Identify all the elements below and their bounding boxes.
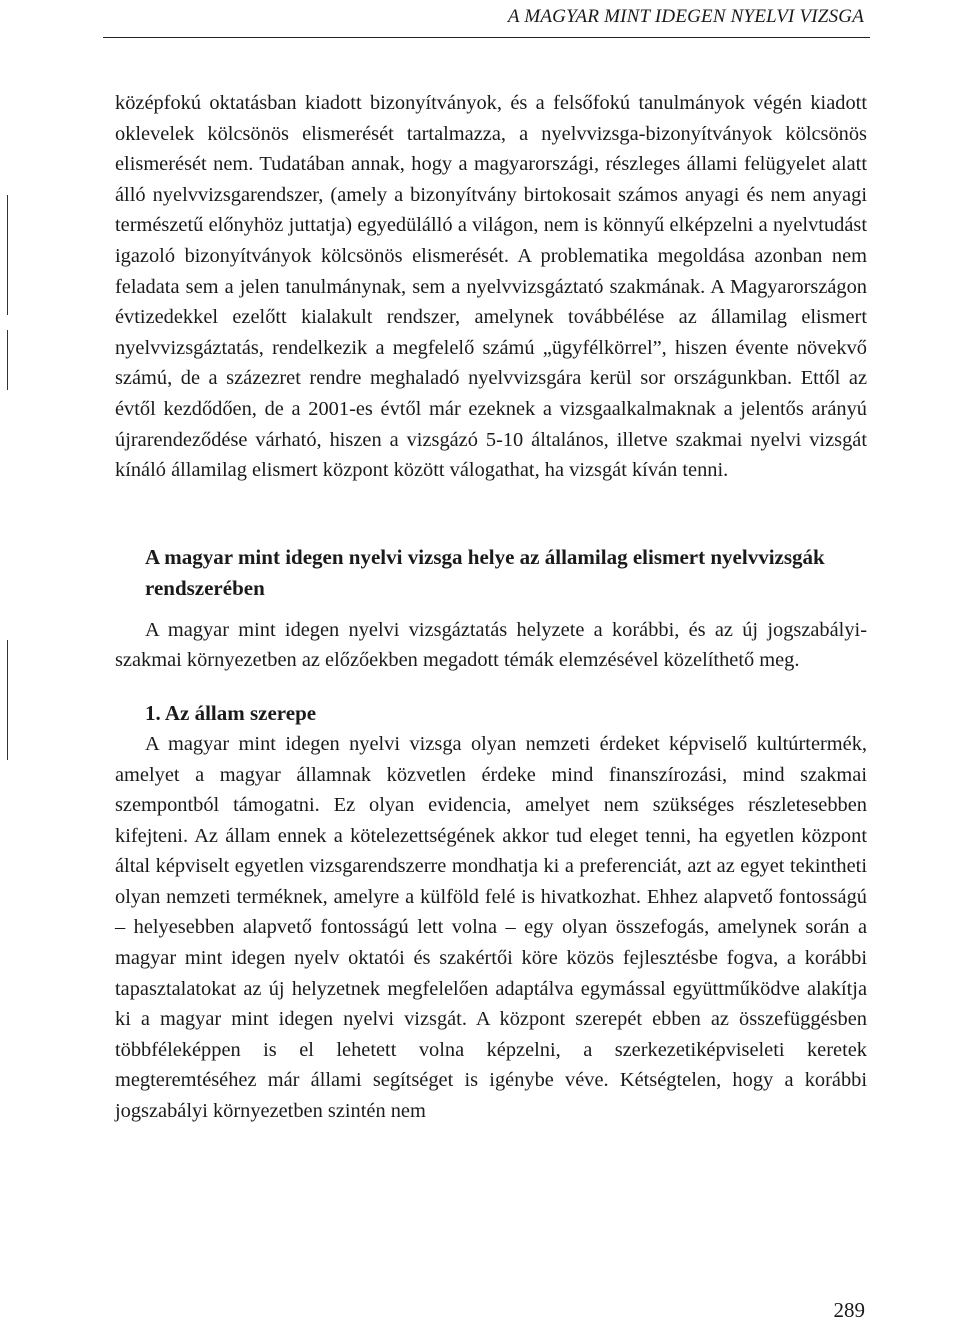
margin-mark: [7, 640, 8, 760]
page-number: 289: [833, 1298, 865, 1322]
body-paragraph: A magyar mint idegen nyelvi vizsgáztatás helyzete a korábbi, és az új jogszabályi-szakmai környezetben az előzőekben megadott témák elemzésével közelíthető meg.: [115, 618, 867, 672]
page-body: [115, 88, 867, 1127]
section-heading: A magyar mint idegen nyelvi vizsga helye az államilag elismert nyelvvizsgák rendszerében: [145, 544, 825, 600]
margin-mark: [7, 330, 8, 390]
header-rule: [103, 37, 870, 38]
running-header: A MAGYAR MINT IDEGEN NYELVI VIZSGA: [507, 6, 864, 27]
body-paragraph: A magyar mint idegen nyelvi vizsga olyan nemzeti érdeket képviselő kultúrtermék, amelyet a magyar államnak közvetlen érdeke mind finanszírozási, mind szakmai szempontból támogatni. Ez olyan evidencia, amelyet nem szükséges részletesebben kifejteni. Az állam ennek a kötelezettségének akkor tud eleget tenni, ha egyetlen központ által képviselt egyetlen vizsgarendszerre mondhatja ki a preferenciát, azt az egyet tekintheti olyan nemzeti terméknek, amelyre a külföld felé is hivatkozhat. Ehhez alapvető fontosságú – helyesebben alapvető fontosságú lett volna – egy olyan összefogás, amelynek során a magyar mint idegen nyelv oktatói és szakértői köre közös fejlesztésbe fogva, a korábbi tapasztalatokat az új helyzetnek megfelelően adaptálva egymással együttműködve alakítja ki a magyar mint idegen nyelvi vizsgát. A központ szerepét ebben az összefüggésben többféleképpen is el lehetett volna képzelni, a szerkezetiképviseleti keretek megteremtéséhez már állami segítséget is igénybe véve. Kétségtelen, hogy a korábbi jogszabályi környezetben szintén nem: [115, 732, 867, 1123]
body-paragraph: középfokú oktatásban kiadott bizonyítványok, és a felsőfokú tanulmányok végén kiadott oklevelek kölcsönös elismerését tartalmazza, a nyelvvizsga-bizonyítványok kölcsönös elismerését nem. Tudatában annak, hogy a magyarországi, részleges állami felügyelet alatt álló nyelvvizsgarendszer, (amely a bizonyítvány birtokosait számos anyagi és nem anyagi természetű előnyhöz juttatja) egyedülálló a világon, nem is könnyű elképzelni a nyelvtudást igazoló bizonyítványok kölcsönös elismerését. A problematika megoldása azonban nem feladata sem a jelen tanulmánynak, sem a nyelvvizsgáztató szakmának. A Magyarországon évtizedekkel ezelőtt kialakult rendszer, amelynek továbbélése az államilag elismert nyelvvizsgáztatás, rendelkezik a megfelelő számú „ügyfélkörrel”, hiszen évente növekvő számú, de a százezret rendre meghaladó nyelvvizsgára kerül sor országunkban. Ettől az évtől kezdődően, de a 2001-es évtől már ezeknek a vizsgaalkalmaknak a jelentős arányú újrarendeződése várható, hiszen a vizsgázó 5-10 általános, illetve szakmai nyelvi vizsgát kínáló államilag elismert központ között válogathat, ha vizsgát kíván tenni.: [115, 92, 867, 482]
subsection-heading: 1. Az állam szerepe: [145, 700, 317, 725]
margin-mark: [7, 195, 8, 315]
